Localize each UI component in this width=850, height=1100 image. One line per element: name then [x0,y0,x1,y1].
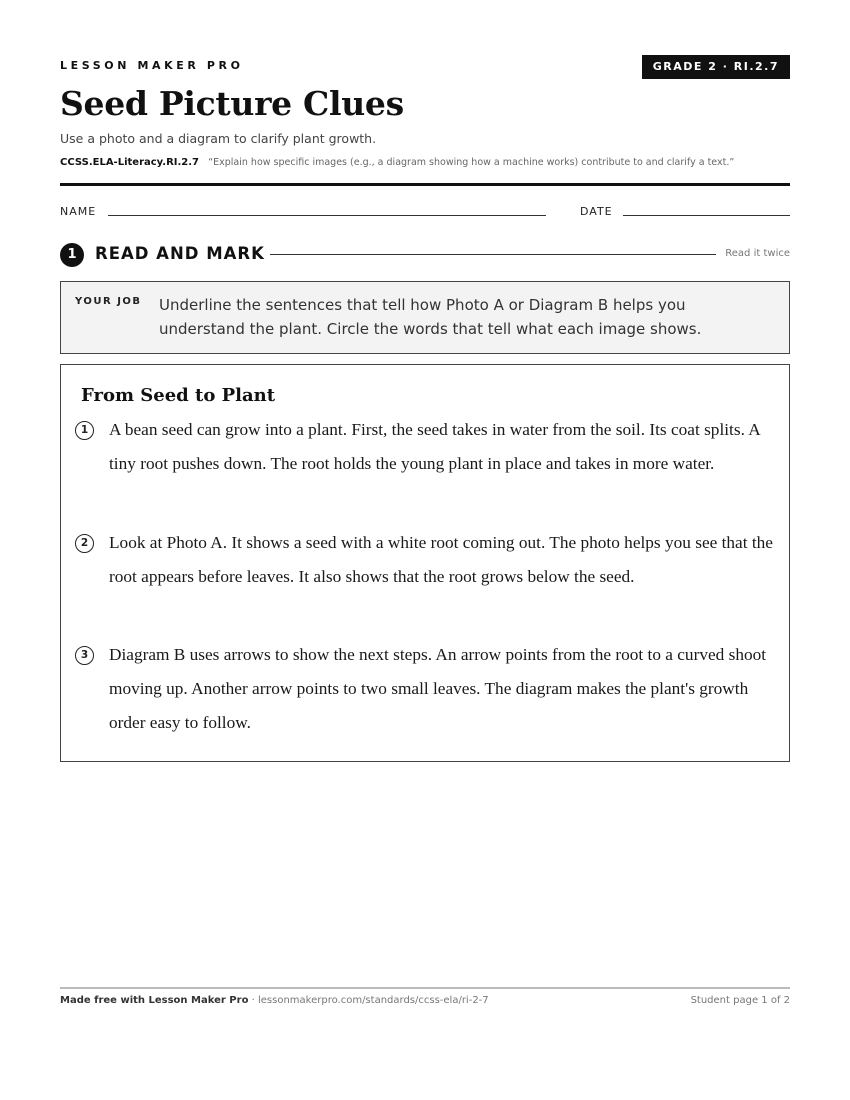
standard-quote: “Explain how specific images (e.g., a diagram showing how a machine works) contribute to and clarify a text.” [208,157,735,168]
standard-line [60,157,734,168]
grade-badge: GRADE 2 · RI.2.7 [642,55,790,79]
paragraph-text: Diagram B uses arrows to show the next steps. An arrow points from the root to a curved shoot moving up. Another arrow points to two small leaves. The diagram makes the plant's growth order easy to follow. [109,645,767,732]
date-field-line[interactable] [623,215,790,216]
footer-made-with: Made free with Lesson Maker Pro [60,995,249,1006]
section-divider [270,254,716,255]
paragraph-number-circle: 3 [75,646,94,665]
standard-code: CCSS.ELA-Literacy.RI.2.7 [60,157,200,168]
paragraph-number-circle: 2 [75,534,94,553]
passage-title: From Seed to Plant [81,385,276,406]
footer-credit [60,995,489,1006]
your-job-text: Underline the sentences that tell how Photo A or Diagram B helps you understand the plant. Circle the words that tell what each image shows. [159,296,702,338]
footer-url[interactable]: · lessonmakerpro.com/standards/ccss-ela/ri-2-7 [248,995,489,1006]
footer-page-number: Student page 1 of 2 [690,995,790,1006]
name-field-line[interactable] [108,215,546,216]
section-hint: Read it twice [725,248,790,259]
brand-name: LESSON MAKER PRO [60,59,244,72]
section-title: READ AND MARK [95,244,265,263]
worksheet-title: Seed Picture Clues [60,84,404,123]
passage-box [60,364,790,762]
paragraph-number-circle: 1 [75,421,94,440]
name-label: NAME [60,205,97,218]
paragraph-text: A bean seed can grow into a plant. First, the seed takes in water from the soil. Its coat splits. A tiny root pushes down. The root holds the young plant in place and takes in more water. [109,420,760,473]
your-job-label: YOUR JOB [75,296,142,307]
section-number-badge: 1 [60,243,84,267]
your-job-box [60,281,790,354]
worksheet-subtitle: Use a photo and a diagram to clarify plant growth. [60,131,377,146]
date-label: DATE [580,205,613,218]
footer-divider [60,987,790,989]
paragraph-text: Look at Photo A. It shows a seed with a white root coming out. The photo helps you see that the root appears before leaves. It also shows that the root grows below the seed. [109,533,773,586]
header-divider [60,183,790,186]
